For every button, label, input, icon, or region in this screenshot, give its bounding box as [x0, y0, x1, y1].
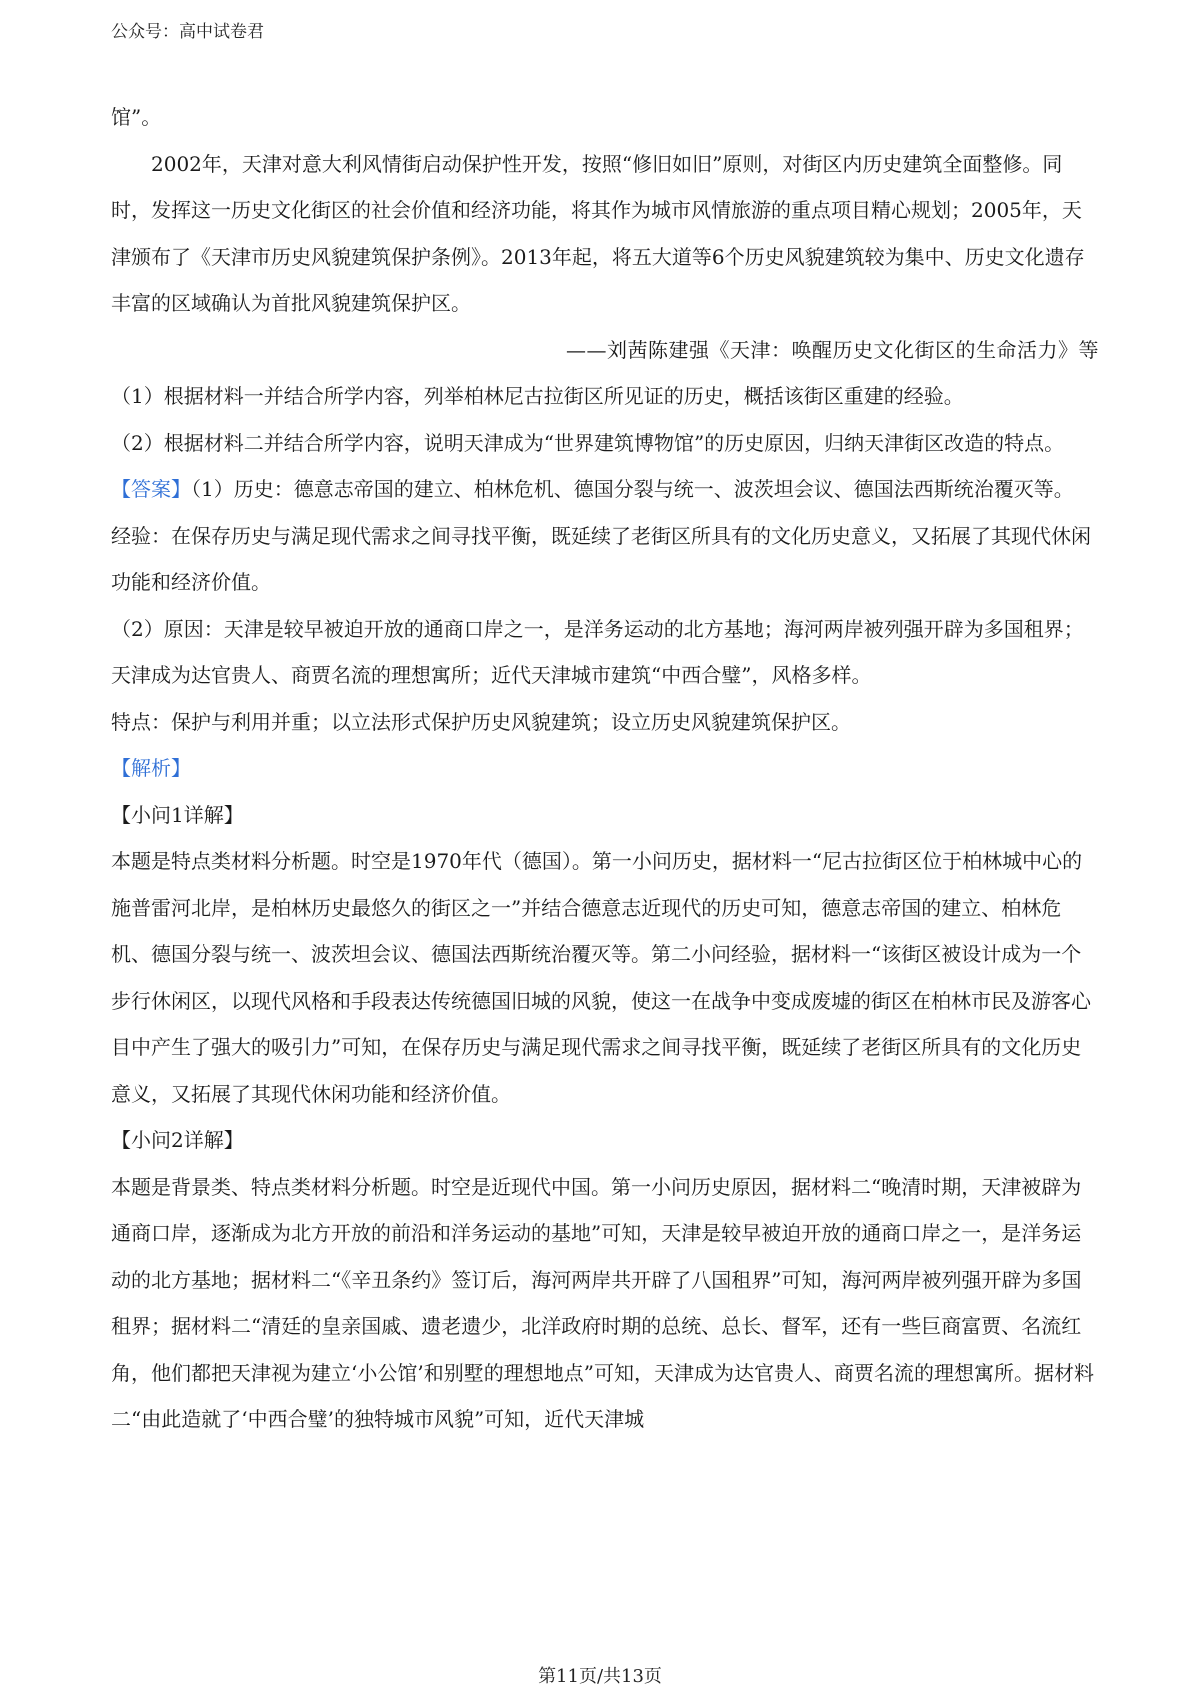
answer-history-text: （1）历史：德意志帝国的建立、柏林危机、德国分裂与统一、波茨坦会议、德国法西斯统治覆灭等。	[191, 477, 1074, 501]
question-2: （2）根据材料二并结合所学内容，说明天津成为“世界建筑博物馆”的历史原因，归纳天津街区改造的特点。	[111, 430, 1065, 455]
page-number: 第11页/共13页	[538, 1666, 662, 1687]
material-line-start: 馆”。	[111, 105, 162, 129]
question-1: （1）根据材料一并结合所学内容，列举柏林尼古拉街区所见证的历史，概括该街区重建的经验。	[111, 384, 964, 408]
answer-reason: （2）原因：天津是较早被迫开放的通商口岸之一，是洋务运动的北方基地；海河两岸被列强开辟为多国租界；天津成为达官贵人、商贾名流的理想寓所；近代天津城市建筑“中西合璧”，风格多样。	[111, 616, 1084, 687]
analysis-sub2-title: 【小问2详解】	[111, 1128, 244, 1152]
material-source: ——刘茜陈建强《天津：唤醒历史文化街区的生命活力》等	[566, 337, 1099, 362]
answer-experience: 经验：在保存历史与满足现代需求之间寻找平衡，既延续了老街区所具有的文化历史意义，又拓展了其现代休闲功能和经济价值。	[111, 523, 1091, 594]
material-paragraph: 2002年，天津对意大利风情街启动保护性开发，按照“修旧如旧”原则，对街区内历史建筑全面整修。同时，发挥这一历史文化街区的社会价值和经济功能，将其作为城市风情旅游的重点项目精心规划；2005年，天津颁布了《天津市历史风貌建筑保护条例》。2013年起，将五大道等6个历史风貌建筑较为集中、历史文化遗存丰富的区域确认为首批风貌建筑保护区。	[111, 151, 1085, 315]
answer-label: 【答案】	[111, 477, 191, 501]
analysis-sub1-text: 本题是特点类材料分析题。时空是1970年代（德国）。第一小问历史，据材料一“尼古拉街区位于柏林城中心的施普雷河北岸，是柏林历史最悠久的街区之一”并结合德意志近现代的历史可知，德意志帝国的建立、柏林危机、德国分裂与统一、波茨坦会议、德国法西斯统治覆灭等。第二小问经验，据材料一“该街区被设计成为一个步行休闲区，以现代风格和手段表达传统德国旧城的风貌，使这一在战争中变成废墟的街区在柏林市民及游客心目中产生了强大的吸引力”可知，在保存历史与满足现代需求之间寻找平衡，既延续了老街区所具有的文化历史意义，又拓展了其现代休闲功能和经济价值。	[111, 849, 1091, 1106]
answer-features: 特点：保护与利用并重；以立法形式保护历史风貌建筑；设立历史风貌建筑保护区。	[111, 709, 851, 734]
analysis-sub1-title: 【小问1详解】	[111, 802, 244, 827]
answer-history	[111, 466, 1099, 513]
analysis-sub2-text: 本题是背景类、特点类材料分析题。时空是近现代中国。第一小问历史原因，据材料二“晚清时期，天津被辟为通商口岸，逐渐成为北方开放的前沿和洋务运动的基地”可知，天津是较早被迫开放的通商口岸之一，是洋务运动的北方基地；据材料二“《辛丑条约》签订后，海河两岸共开辟了八国租界”可知，海河两岸被列强开辟为多国租界；据材料二“清廷的皇亲国戚、遗老遗少，北洋政府时期的总统、总长、督军，还有一些巨商富贾、名流红角，他们都把天津视为建立‘小公馆’和别墅的理想地点”可知，天津成为达官贵人、商贾名流的理想寓所。据材料二“由此造就了‘中西合璧’的独特城市风貌”可知，近代天津城	[111, 1174, 1094, 1431]
document-body	[111, 94, 1099, 1443]
page-header: 公众号：高中试卷君	[111, 22, 264, 42]
analysis-label: 【解析】	[111, 756, 191, 780]
